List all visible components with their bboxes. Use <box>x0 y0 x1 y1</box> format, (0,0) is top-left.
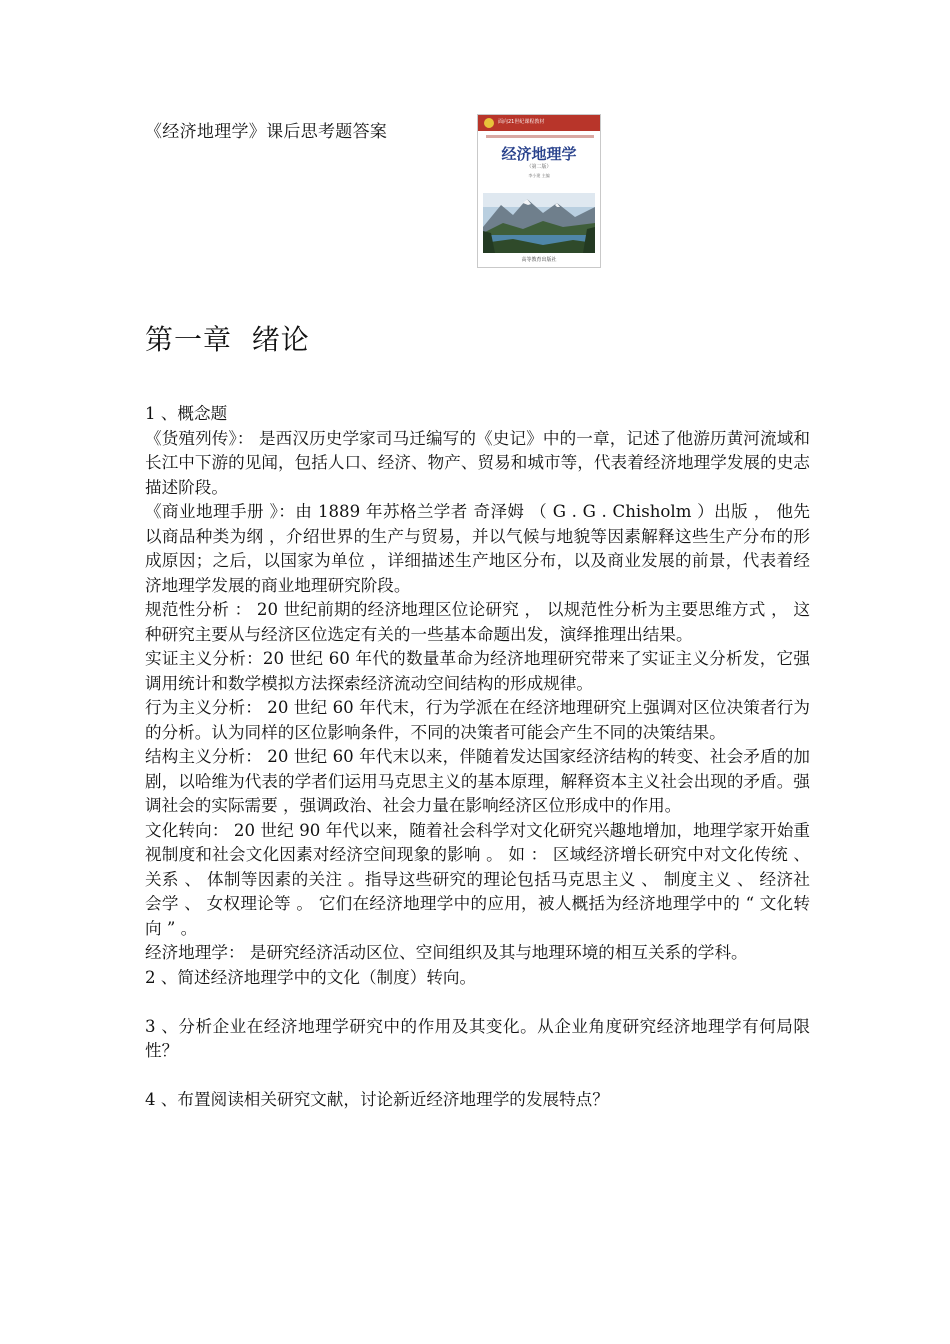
concept-definition: 文化转向： 20 世纪 90 年代以来，随着社会科学对文化研究兴趣地增加，地理学家开始重视制度和社会文化因素对经济空间现象的影响 。 如 ： 区域经济增长研究中对文化传统 、 关系 、 体制等因素的关注 。指导这些研究的理论包括马克思主义 、 制度主义 、 经济社会学 、 女权理论等 。 它们在经济地理学中的应用，被人概括为经济地理学中的 “ 文化转向 ” 。 <box>145 820 810 938</box>
concept-definition: 《货殖列传》： 是西汉历史学家司马迁编写的《史记》中的一章，记述了他游历黄河流域和长江中下游的见闻，包括人口、经济、物产、贸易和城市等，代表着经济地理学发展的史志描述阶段。 <box>145 428 810 497</box>
cover-title: 经济地理学 <box>501 145 577 163</box>
cover-edition: （第二版） <box>526 164 552 170</box>
publisher-logo-icon <box>484 118 494 128</box>
spacer <box>145 1064 810 1089</box>
concept-definition: 实证主义分析：20 世纪 60 年代的数量革命为经济地理研究带来了实证主义分析发，它强调用统计和数学模拟方法探索经济流动空间结构的形成规律。 <box>145 649 810 693</box>
book-cover-image <box>477 114 601 268</box>
cover-authors: 李小建 主编 <box>528 173 550 178</box>
mountain-lake-photo-icon <box>483 193 595 253</box>
cover-subtitle-bar <box>486 135 594 138</box>
cover-publisher: 高等教育出版社 <box>521 257 557 263</box>
question-heading: 3 、分析企业在经济地理学研究中的作用及其变化。从企业角度研究经济地理学有何局限性？ <box>145 1016 810 1060</box>
concept-definition: 《商业地理手册 》：由 1889 年苏格兰学者 奇泽姆 （ G . G . Chisholm ）出版 ， 他先以商品种类为纲 ，介绍世界的生产与贸易，并以气候与地貌等因素解释这些生产分布的形成原因；之后，以国家为单位 ，详细描述生产地区分布，以及商业发展的前景，代表着经济地理学发展的商业地理研究阶段。 <box>145 502 810 595</box>
question-heading: 4 、布置阅读相关研究文献，讨论新近经济地理学的发展特点？ <box>145 1090 609 1109</box>
document-title: 《经济地理学》课后思考题答案 <box>145 122 388 142</box>
chapter-content <box>145 402 810 1113</box>
cover-series-text: 面向21世纪课程教材 <box>498 119 545 125</box>
concept-definition: 规范性分析 ： 20 世纪前期的经济地理区位论研究 ， 以规范性分析为主要思维方式 ， 这种研究主要从与经济区位选定有关的一些基本命题出发，演绎推理出结果。 <box>145 600 810 644</box>
question-heading: 1 、概念题 <box>145 404 228 423</box>
chapter-heading: 第一章 绪论 <box>145 323 310 356</box>
concept-definition: 行为主义分析： 20 世纪 60 年代末，行为学派在在经济地理研究上强调对区位决策者行为的分析。认为同样的区位影响条件，不同的决策者可能会产生不同的决策结果。 <box>145 698 810 742</box>
question-heading: 2 、简述经济地理学中的文化（制度）转向。 <box>145 967 477 987</box>
spacer <box>145 990 810 1015</box>
concept-definition: 结构主义分析： 20 世纪 60 年代末以来，伴随着发达国家经济结构的转变、社会矛盾的加剧，以哈维为代表的学者们运用马克思主义的基本原理，解释资本主义社会出现的矛盾。强调社会的实际需要 ，强调政治、社会力量在影响经济区位形成中的作用。 <box>145 747 810 815</box>
concept-definition: 经济地理学： 是研究经济活动区位、空间组织及其与地理环境的相互关系的学科。 <box>145 943 748 962</box>
